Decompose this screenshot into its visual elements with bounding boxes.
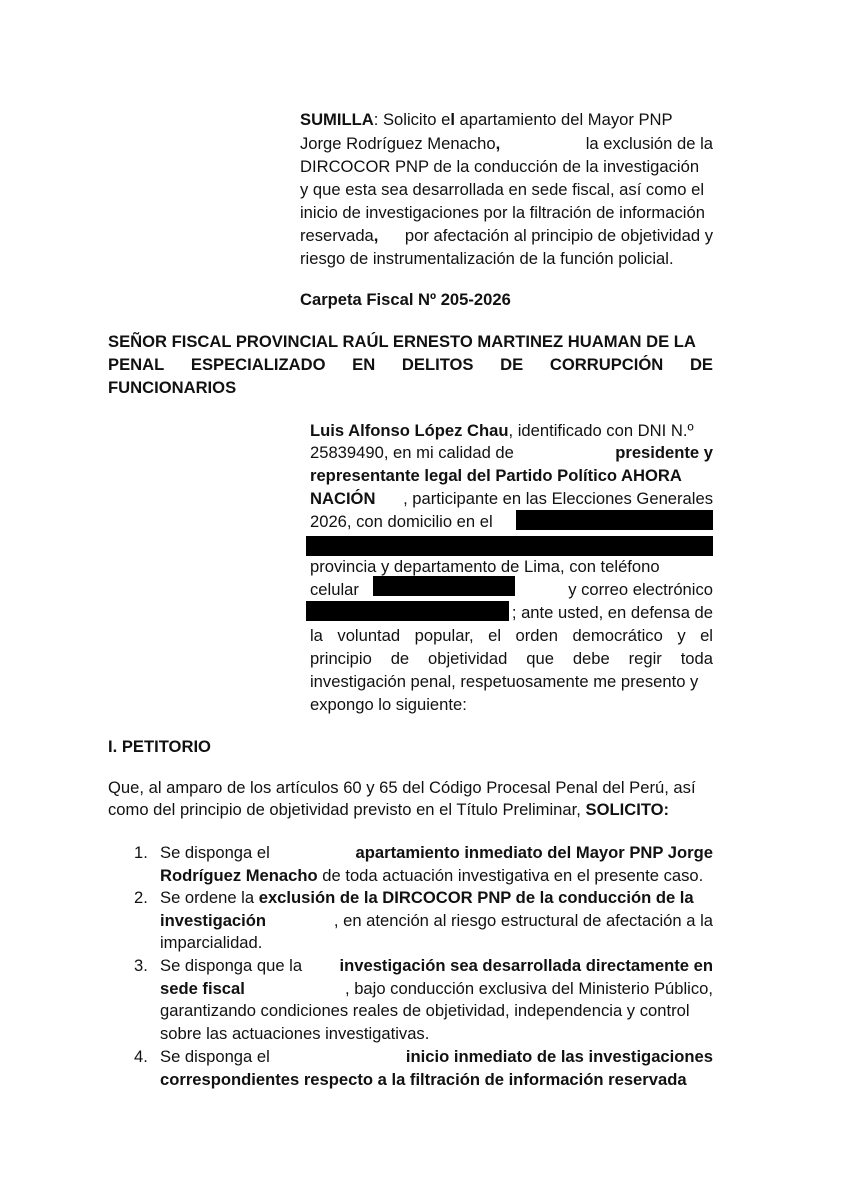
item-3-line-4: sobre las actuaciones investigativas. — [160, 1024, 430, 1043]
intro-line-3: representante legal del Partido Político AHORA — [310, 466, 682, 485]
item-4-line-2: correspondientes respecto a la filtración de información reservada — [160, 1070, 687, 1089]
sumilla-text: la exclusión de la — [585, 134, 713, 153]
intro-line-8-left: celular — [310, 580, 359, 599]
sumilla-text: : Solicito e — [373, 110, 451, 129]
intro-line-9: ; ante usted, en defensa de — [511, 603, 713, 622]
intro-line-2: 25839490, en mi calidad de presidente y — [310, 443, 713, 462]
sumilla-line-3: DIRCOCOR PNP de la conducción de la investigación — [300, 157, 700, 176]
item-number: 2. — [134, 888, 148, 907]
item-3-line-2: sede fiscal , bajo conducción exclusiva del Ministerio Público, — [160, 979, 713, 998]
redacted-block — [373, 576, 515, 596]
addressee-line-3: FUNCIONARIOS — [108, 378, 237, 397]
case-number: Carpeta Fiscal Nº 205-2026 — [300, 290, 511, 309]
item-number: 3. — [134, 956, 148, 975]
petitorio-line-1: Que, al amparo de los artículos 60 y 65 del Código Procesal Penal del Perú, así — [108, 778, 696, 797]
item-1-line-2: Rodríguez Menacho de toda actuación investigativa en el presente caso. — [160, 866, 704, 885]
intro-line-5: 2026, con domicilio en el — [310, 512, 493, 531]
sumilla-text: apartamiento del Mayor PNP — [454, 110, 673, 129]
intro-line-4: NACIÓN , participante en las Elecciones Generales — [310, 489, 713, 508]
sumilla-label: SUMILLA — [300, 110, 374, 129]
sumilla-line-6 — [300, 226, 713, 246]
redacted-block — [306, 536, 713, 556]
item-2-line-2: investigación , en atención al riesgo estructural de afectación a la — [160, 911, 713, 930]
sumilla-line-5: inicio de investigaciones por la filtración de información — [300, 203, 705, 222]
item-1-line-1: Se disponga el apartamiento inmediato del Mayor PNP Jorge — [160, 843, 713, 862]
addressee-line-2: PENAL ESPECIALIZADO EN DELITOS DE CORRUPCIÓN DE — [108, 355, 713, 374]
intro-line-7: provincia y departamento de Lima, con teléfono — [310, 557, 660, 576]
sumilla-text: por afectación al principio de objetividad y — [404, 226, 713, 245]
sumilla-text: reservada, — [300, 226, 379, 245]
item-4-line-1: Se disponga el inicio inmediato de las investigaciones — [160, 1047, 713, 1066]
sumilla-line-4: y que esta sea desarrollada en sede fiscal, así como el — [300, 180, 705, 199]
intro-line-8-right: y correo electrónico — [568, 580, 713, 599]
item-2-line-3: imparcialidad. — [160, 933, 263, 952]
intro-line-10: la voluntad popular, el orden democrático y el — [310, 626, 713, 645]
petitorio-line-2: como del principio de objetividad previsto en el Título Preliminar, SOLICITO: — [108, 800, 670, 819]
item-number: 1. — [134, 843, 148, 862]
sumilla-text: l — [450, 110, 455, 129]
intro-line-1: Luis Alfonso López Chau, identificado con DNI N.º — [310, 421, 694, 440]
intro-line-12: investigación penal, respetuosamente me presento y — [310, 672, 699, 691]
item-3-line-3: garantizando condiciones reales de objetividad, independencia y control — [160, 1001, 690, 1020]
sumilla-line-7: riesgo de instrumentalización de la función policial. — [300, 249, 674, 268]
item-2-line-1: Se ordene la exclusión de la DIRCOCOR PNP de la conducción de la — [160, 888, 694, 907]
intro-line-13: expongo lo siguiente: — [310, 695, 467, 714]
addressee-line-1: SEÑOR FISCAL PROVINCIAL RAÚL ERNESTO MARTINEZ HUAMAN DE LA — [108, 332, 696, 351]
item-3-line-1: Se disponga que la investigación sea desarrollada directamente en — [160, 956, 713, 975]
sumilla-line-2 — [300, 134, 713, 154]
sumilla-text: Jorge Rodríguez Menacho, — [300, 134, 501, 153]
redacted-block — [516, 510, 713, 530]
redacted-block — [306, 601, 509, 621]
section-title: I. PETITORIO — [108, 737, 211, 756]
petitioner-name: Luis Alfonso López Chau — [310, 421, 509, 440]
item-number: 4. — [134, 1047, 148, 1066]
intro-line-11: principio de objetividad que debe regir toda — [310, 649, 713, 668]
sumilla-line-1 — [300, 110, 673, 130]
